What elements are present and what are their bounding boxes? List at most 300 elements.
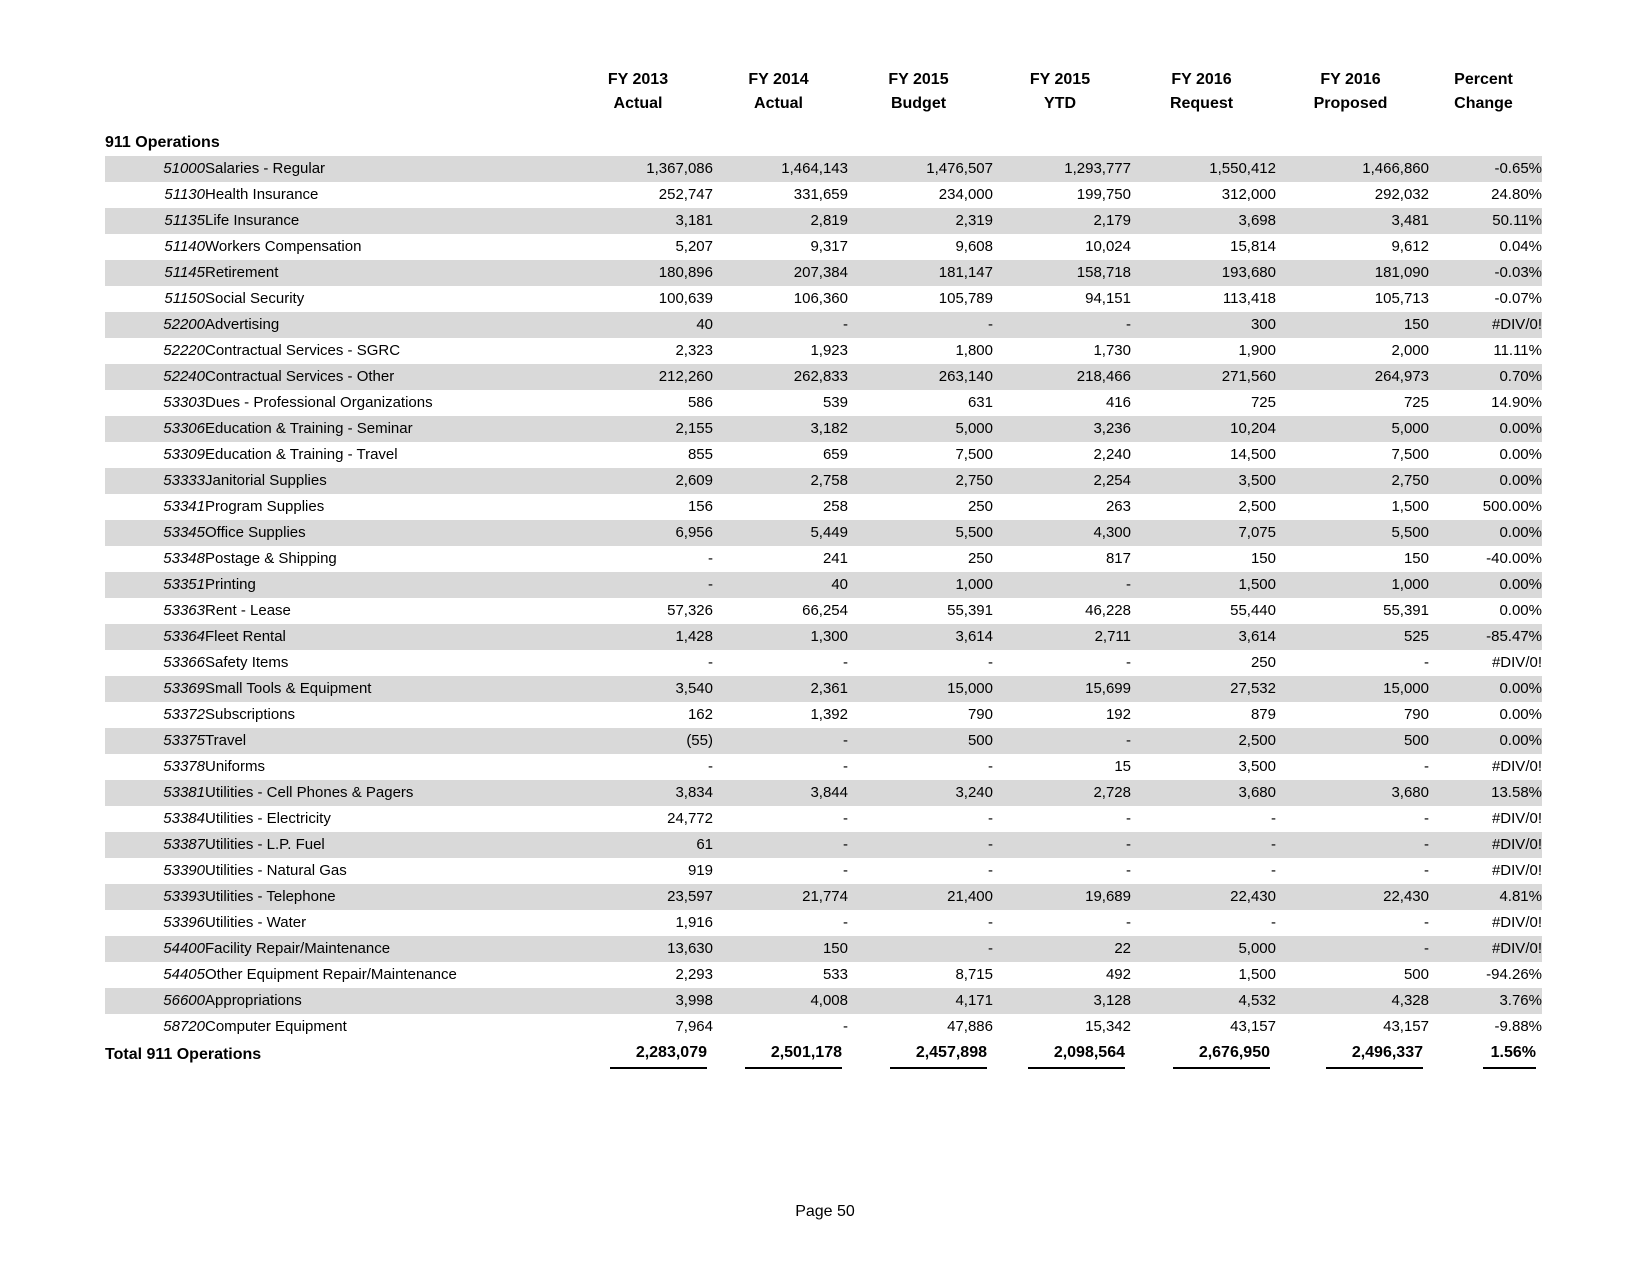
cell-value: #DIV/0!: [1491, 810, 1542, 827]
cell-value: 158,718: [993, 260, 1131, 286]
cell-value: 2,254: [993, 468, 1131, 494]
cell-value: 3,614: [848, 624, 993, 650]
account-code: 51145: [105, 260, 205, 286]
cell-value: 13,630: [567, 936, 713, 962]
account-label: Workers Compensation: [205, 238, 362, 255]
cell-value: #DIV/0!: [1429, 832, 1542, 858]
cell-value: -: [1131, 832, 1276, 858]
cell-value: 1,428: [567, 624, 713, 650]
cell-value: -: [988, 914, 993, 931]
cell-value: 15,342: [1085, 1018, 1131, 1035]
table-row: [105, 806, 1542, 832]
table-row: [105, 884, 1542, 910]
account-code: 53366: [163, 654, 205, 671]
cell-value: 193,680: [1131, 260, 1276, 286]
column-header-fy2013-actual: [567, 68, 713, 130]
cell-value: -: [1276, 832, 1429, 858]
cell-value: -: [843, 862, 848, 879]
column-header-line2: Request: [1169, 95, 1234, 112]
cell-value: 2,609: [567, 468, 713, 494]
cell-value: 500: [848, 728, 993, 754]
cell-value: 4.81%: [1429, 884, 1542, 910]
table-row: [105, 208, 1542, 234]
cell-value: 3,844: [713, 780, 848, 806]
cell-value: 55,391: [1383, 602, 1429, 619]
cell-value: 23,597: [567, 884, 713, 910]
cell-value: 105,713: [1374, 290, 1429, 307]
cell-value: 156: [687, 498, 713, 515]
cell-value: 258: [822, 498, 848, 515]
cell-value: 0.70%: [1429, 364, 1542, 390]
total-percent-change: 1.56%: [1429, 1040, 1542, 1074]
cell-value: 50.11%: [1429, 208, 1542, 234]
cell-value: 539: [822, 394, 848, 411]
column-header-line1: FY 2015: [888, 71, 949, 88]
cell-value: 241: [822, 550, 848, 567]
cell-value: 3,236: [993, 416, 1131, 442]
cell-value: -: [848, 312, 993, 338]
account-label: Utilities - L.P. Fuel: [205, 832, 567, 858]
cell-value: -: [708, 758, 713, 775]
cell-value: 113,418: [1222, 290, 1276, 307]
cell-value: -: [993, 832, 1131, 858]
account-code: 53372: [163, 706, 205, 723]
cell-value: 5,000: [1131, 936, 1276, 962]
total-fy2014: 2,501,178: [713, 1040, 848, 1074]
cell-value: -: [1126, 914, 1131, 931]
cell-value: 262,833: [713, 364, 848, 390]
column-header-line2: Change: [1454, 95, 1513, 112]
table-row: [105, 1014, 1542, 1040]
cell-value: 0.00%: [1429, 416, 1542, 442]
column-header-fy2015-ytd: [993, 68, 1131, 130]
table-row: [105, 988, 1542, 1014]
cell-value: 57,326: [667, 602, 713, 619]
page-number: Page 50: [795, 1203, 855, 1220]
cell-value: 3,680: [1131, 780, 1276, 806]
account-code: 53375: [105, 728, 205, 754]
cell-value: -: [713, 728, 848, 754]
cell-value: 492: [1105, 966, 1131, 983]
cell-value: 1,300: [713, 624, 848, 650]
account-label: Education & Training - Travel: [205, 446, 398, 463]
table-row: [105, 364, 1542, 390]
cell-value: -9.88%: [1494, 1018, 1542, 1035]
account-code: 52220: [163, 342, 205, 359]
account-label: Safety Items: [205, 654, 289, 671]
cell-value: -: [1271, 862, 1276, 879]
cell-value: 3,500: [1131, 468, 1276, 494]
cell-value: 264,973: [1276, 364, 1429, 390]
table-row: [105, 442, 1542, 468]
cell-value: 725: [1403, 394, 1429, 411]
cell-value: 6,956: [567, 520, 713, 546]
cell-value: 416: [1105, 394, 1131, 411]
account-code: 53348: [163, 550, 205, 567]
cell-value: 162: [687, 706, 713, 723]
account-label: Travel: [205, 728, 567, 754]
account-label: Postage & Shipping: [205, 550, 337, 567]
column-header-fy2015-budget: [848, 68, 993, 130]
cell-value: 7,500: [1391, 446, 1429, 463]
account-label: Social Security: [205, 290, 305, 307]
cell-value: 66,254: [802, 602, 848, 619]
cell-value: -94.26%: [1486, 966, 1542, 983]
cell-value: 312,000: [1221, 186, 1276, 203]
header-row: [105, 68, 1542, 130]
cell-value: 46,228: [1085, 602, 1131, 619]
cell-value: 100,639: [658, 290, 713, 307]
cell-value: 150: [1403, 550, 1429, 567]
account-code: 53363: [163, 602, 205, 619]
cell-value: -: [713, 312, 848, 338]
account-code: 56600: [105, 988, 205, 1014]
cell-value: -40.00%: [1486, 550, 1542, 567]
account-code: 51130: [164, 186, 205, 203]
total-fy2013: 2,283,079: [567, 1040, 713, 1074]
cell-value: 500: [1403, 966, 1429, 983]
cell-value: 2,361: [713, 676, 848, 702]
cell-value: 22,430: [1276, 884, 1429, 910]
cell-value: 1,000: [848, 572, 993, 598]
cell-value: #DIV/0!: [1491, 914, 1542, 931]
account-code: 51140: [164, 238, 205, 255]
cell-value: 21,774: [713, 884, 848, 910]
cell-value: 725: [1250, 394, 1276, 411]
cell-value: 586: [687, 394, 713, 411]
cell-value: 15,699: [993, 676, 1131, 702]
table-row: [105, 728, 1542, 754]
table-row: [105, 624, 1542, 650]
cell-value: 2,500: [1131, 728, 1276, 754]
cell-value: -: [1271, 914, 1276, 931]
account-code: 54400: [105, 936, 205, 962]
cell-value: 181,147: [848, 260, 993, 286]
account-code: 53351: [105, 572, 205, 598]
section-title: 911 Operations: [105, 134, 220, 151]
cell-value: 3,680: [1276, 780, 1429, 806]
cell-value: 14.90%: [1491, 394, 1542, 411]
account-label: Uniforms: [205, 758, 266, 775]
cell-value: 13.58%: [1429, 780, 1542, 806]
table-row: [105, 702, 1542, 728]
table-row: [105, 312, 1542, 338]
table-row: [105, 962, 1542, 988]
account-label: Computer Equipment: [205, 1018, 347, 1035]
total-fy2016-proposed: 2,496,337: [1276, 1040, 1429, 1074]
cell-value: -: [988, 758, 993, 775]
account-label: Small Tools & Equipment: [205, 676, 567, 702]
cell-value: 3,834: [567, 780, 713, 806]
cell-value: 192: [1105, 706, 1131, 723]
cell-value: 1,367,086: [567, 156, 713, 182]
cell-value: 855: [687, 446, 713, 463]
account-label: Appropriations: [205, 988, 567, 1014]
total-fy2016-request: 2,676,950: [1131, 1040, 1276, 1074]
total-label: Total 911 Operations: [105, 1046, 262, 1063]
cell-value: 1,500: [1238, 966, 1276, 983]
cell-value: 2,293: [675, 966, 713, 983]
cell-value: 2,750: [1276, 468, 1429, 494]
table-row: [105, 520, 1542, 546]
cell-value: 5,000: [848, 416, 993, 442]
account-label: Subscriptions: [205, 706, 296, 723]
cell-value: 150: [713, 936, 848, 962]
cell-value: 207,384: [713, 260, 848, 286]
table-row: [105, 754, 1542, 780]
cell-value: 3,540: [567, 676, 713, 702]
account-code: 54405: [163, 966, 205, 983]
cell-value: 1,800: [955, 342, 993, 359]
account-label: Program Supplies: [205, 498, 325, 515]
account-code: 53306: [105, 416, 205, 442]
account-code: 53378: [163, 758, 205, 775]
cell-value: 47,886: [947, 1018, 993, 1035]
cell-value: 14,500: [1230, 446, 1276, 463]
cell-value: 0.04%: [1499, 238, 1542, 255]
cell-value: 150: [1250, 550, 1276, 567]
account-code: 53384: [163, 810, 205, 827]
account-code: 51150: [164, 290, 205, 307]
cell-value: 1,466,860: [1276, 156, 1429, 182]
cell-value: -: [1424, 810, 1429, 827]
account-code: 53369: [105, 676, 205, 702]
account-label: Fleet Rental: [205, 624, 567, 650]
cell-value: -0.03%: [1429, 260, 1542, 286]
cell-value: -: [1126, 654, 1131, 671]
column-header-fy2014-actual: [713, 68, 848, 130]
cell-value: 919: [687, 862, 713, 879]
cell-value: 4,008: [713, 988, 848, 1014]
cell-value: -: [848, 936, 993, 962]
cell-value: 1,000: [1276, 572, 1429, 598]
table-row: [105, 338, 1542, 364]
table-row: [105, 390, 1542, 416]
cell-value: 5,500: [1276, 520, 1429, 546]
cell-value: 2,711: [993, 624, 1131, 650]
column-header-line1: FY 2014: [748, 71, 809, 88]
account-label: Contractual Services - SGRC: [205, 342, 401, 359]
cell-value: 271,560: [1131, 364, 1276, 390]
column-header-line1: FY 2013: [607, 71, 669, 88]
account-label: Rent - Lease: [205, 602, 291, 619]
column-header-fy2016-request: [1131, 68, 1276, 130]
table-row: [105, 546, 1542, 572]
total-fy2015-budget: 2,457,898: [848, 1040, 993, 1074]
cell-value: 22: [993, 936, 1131, 962]
cell-value: 2,000: [1391, 342, 1429, 359]
cell-value: 1,392: [810, 706, 848, 723]
cell-value: 0.00%: [1429, 728, 1542, 754]
account-code: 53309: [163, 446, 205, 463]
cell-value: 0.00%: [1429, 520, 1542, 546]
table-row: [105, 494, 1542, 520]
cell-value: -: [988, 654, 993, 671]
cell-value: 180,896: [567, 260, 713, 286]
cell-value: 5,500: [848, 520, 993, 546]
cell-value: 15,000: [848, 676, 993, 702]
cell-value: 500: [1276, 728, 1429, 754]
cell-value: -: [1126, 810, 1131, 827]
cell-value: 2,323: [675, 342, 713, 359]
cell-value: -: [993, 312, 1131, 338]
account-code: 53393: [105, 884, 205, 910]
table-row: [105, 468, 1542, 494]
account-code: 53381: [105, 780, 205, 806]
column-header-line2: Actual: [754, 95, 803, 112]
account-code: 53364: [105, 624, 205, 650]
cell-value: 1,916: [675, 914, 713, 931]
cell-value: 0.00%: [1499, 706, 1542, 723]
cell-value: 9,317: [810, 238, 848, 255]
cell-value: 5,000: [1276, 416, 1429, 442]
cell-value: #DIV/0!: [1491, 758, 1542, 775]
cell-value: 1,464,143: [713, 156, 848, 182]
cell-value: 0.00%: [1429, 572, 1542, 598]
cell-value: 106,360: [793, 290, 848, 307]
account-label: Janitorial Supplies: [205, 468, 567, 494]
cell-value: -: [708, 654, 713, 671]
cell-value: 150: [1276, 312, 1429, 338]
cell-value: 879: [1250, 706, 1276, 723]
column-header-percent-change: [1429, 68, 1542, 130]
cell-value: 0.00%: [1499, 446, 1542, 463]
account-label: Dues - Professional Organizations: [205, 394, 433, 411]
cell-value: 7,964: [675, 1018, 713, 1035]
account-code: 58720: [163, 1018, 205, 1035]
cell-value: -0.07%: [1494, 290, 1542, 307]
cell-value: 55,391: [947, 602, 993, 619]
column-header-fy2016-proposed: [1276, 68, 1429, 130]
cell-value: 3,500: [1238, 758, 1276, 775]
cell-value: -: [843, 758, 848, 775]
cell-value: 1,550,412: [1131, 156, 1276, 182]
cell-value: 817: [1105, 550, 1131, 567]
section-header-row: [105, 130, 1542, 156]
account-code: 51000: [105, 156, 205, 182]
column-header-line2: Proposed: [1313, 95, 1388, 112]
cell-value: 15: [1114, 758, 1131, 775]
cell-value: 0.00%: [1429, 676, 1542, 702]
cell-value: 55,440: [1230, 602, 1276, 619]
table-row: [105, 858, 1542, 884]
cell-value: 292,032: [1374, 186, 1429, 203]
cell-value: 1,476,507: [848, 156, 993, 182]
column-header-line2: YTD: [1044, 95, 1076, 112]
account-code: 53303: [163, 394, 205, 411]
cell-value: 7,075: [1131, 520, 1276, 546]
account-label: Utilities - Natural Gas: [205, 862, 347, 879]
cell-value: 24,772: [667, 810, 713, 827]
account-code: 51135: [105, 208, 205, 234]
table-row: [105, 910, 1542, 936]
account-label: Utilities - Electricity: [205, 810, 331, 827]
cell-value: 4,328: [1276, 988, 1429, 1014]
table-row: [105, 260, 1542, 286]
cell-value: 3,182: [713, 416, 848, 442]
cell-value: 1,500: [1391, 498, 1429, 515]
table-row: [105, 832, 1542, 858]
cell-value: -: [1424, 914, 1429, 931]
cell-value: 2,240: [1093, 446, 1131, 463]
cell-value: -: [843, 1018, 848, 1035]
cell-value: 3,998: [567, 988, 713, 1014]
account-code: 53345: [105, 520, 205, 546]
cell-value: -: [848, 832, 993, 858]
cell-value: 250: [967, 550, 993, 567]
column-header-line1: FY 2016: [1320, 71, 1381, 88]
cell-value: 22,430: [1131, 884, 1276, 910]
column-header-line1: Percent: [1454, 71, 1513, 88]
cell-value: -: [1424, 758, 1429, 775]
cell-value: 10,204: [1131, 416, 1276, 442]
cell-value: 181,090: [1276, 260, 1429, 286]
cell-value: 40: [713, 572, 848, 598]
cell-value: 199,750: [1076, 186, 1131, 203]
cell-value: -: [988, 810, 993, 827]
table-row: [105, 598, 1542, 624]
cell-value: 2,758: [713, 468, 848, 494]
cell-value: 525: [1276, 624, 1429, 650]
cell-value: -: [993, 728, 1131, 754]
cell-value: 105,789: [938, 290, 993, 307]
cell-value: -: [1424, 654, 1429, 671]
account-label: Office Supplies: [205, 520, 567, 546]
cell-value: 3,128: [993, 988, 1131, 1014]
table-row: [105, 650, 1542, 676]
cell-value: #DIV/0!: [1429, 936, 1542, 962]
cell-value: -: [843, 914, 848, 931]
account-code: 53341: [163, 498, 205, 515]
header-spacer-label: [205, 68, 567, 130]
cell-value: 61: [567, 832, 713, 858]
table-row: [105, 286, 1542, 312]
cell-value: 500.00%: [1482, 498, 1542, 515]
cell-value: -85.47%: [1429, 624, 1542, 650]
table-row: [105, 234, 1542, 260]
budget-table: [105, 68, 1542, 1074]
cell-value: -: [843, 810, 848, 827]
cell-value: 0.00%: [1499, 602, 1542, 619]
cell-value: 2,728: [993, 780, 1131, 806]
table-row: [105, 182, 1542, 208]
account-code: 53396: [163, 914, 205, 931]
account-code: 53387: [105, 832, 205, 858]
cell-value: -: [567, 572, 713, 598]
cell-value: 11.11%: [1493, 342, 1542, 359]
cell-value: 3,614: [1131, 624, 1276, 650]
cell-value: #DIV/0!: [1491, 654, 1542, 671]
cell-value: 5,207: [675, 238, 713, 255]
cell-value: 9,612: [1391, 238, 1429, 255]
cell-value: 212,260: [567, 364, 713, 390]
account-code: 53390: [163, 862, 205, 879]
column-header-line1: FY 2016: [1171, 71, 1232, 88]
cell-value: 2,155: [567, 416, 713, 442]
cell-value: 7,500: [955, 446, 993, 463]
cell-value: -: [843, 654, 848, 671]
cell-value: 2,819: [713, 208, 848, 234]
cell-value: 4,171: [848, 988, 993, 1014]
cell-value: 790: [967, 706, 993, 723]
cell-value: 252,747: [658, 186, 713, 203]
total-row: [105, 1040, 1542, 1074]
account-label: Health Insurance: [205, 186, 319, 203]
cell-value: 250: [1250, 654, 1276, 671]
cell-value: (55): [567, 728, 713, 754]
column-header-line1: FY 2015: [1029, 71, 1091, 88]
account-code: 53333: [105, 468, 205, 494]
